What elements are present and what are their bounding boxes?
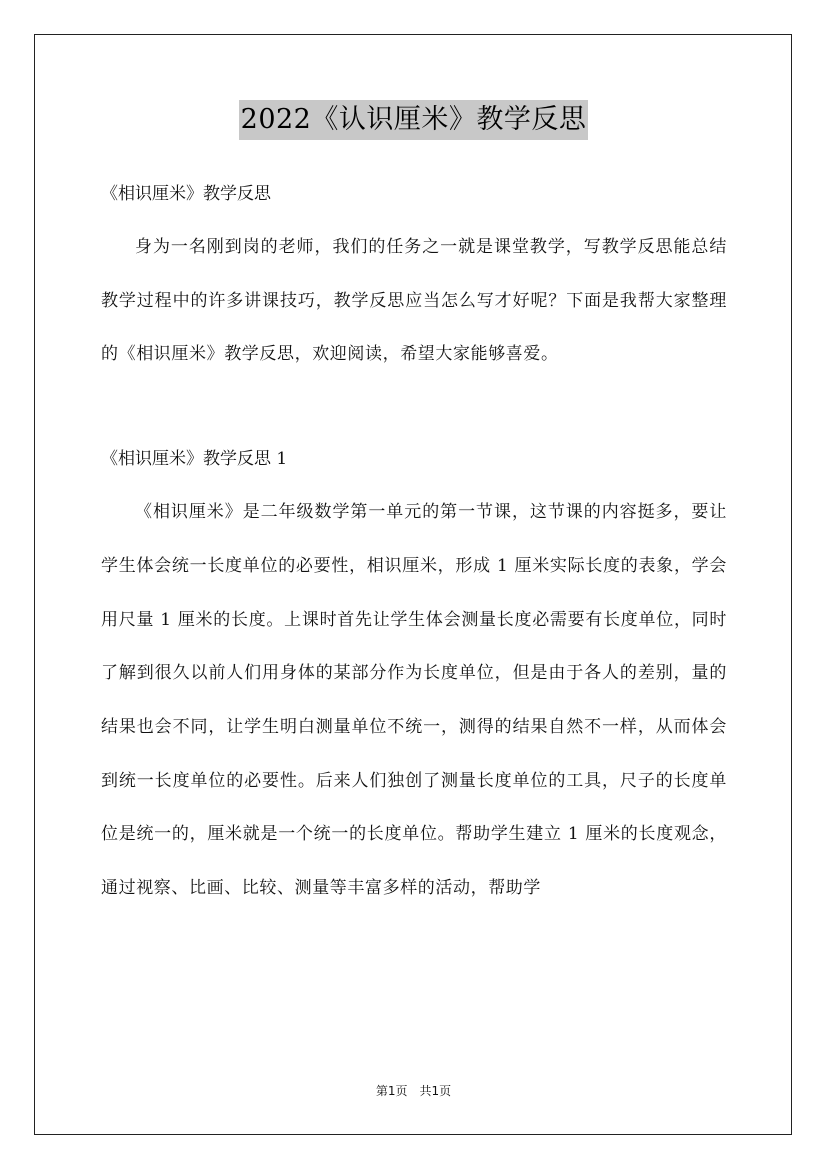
document-body [101,168,727,916]
section-spacer [101,382,727,433]
section1-heading: 《相识厘米》教学反思 1 [101,449,288,470]
intro-paragraph: 身为一名刚到岗的老师，我们的任务之一就是课堂教学，写教学反思能总结教学过程中的许多讲课技巧，教学反思应当怎么写才好呢？下面是我帮大家整理的《相识厘米》教学反思，欢迎阅读，希望大家能够喜爱。 [101,237,727,365]
intro-heading: 《相识厘米》教学反思 [101,184,271,204]
section1-paragraph: 《相识厘米》是二年级数学第一单元的第一节课，这节课的内容挺多，要让学生体会统一长度单位的必要性，相识厘米，形成 1 厘米实际长度的表象，学会用尺量 1 厘米的长度。上课时首先让学生体会测量长度必需要有长度单位，同时了解到很久以前人们用身体的某部分作为长度单位，但是由于各人的差别，量的结果也会不同，让学生明白测量单位不统一，测得的结果自然不一样，从而体会到统一长度单位的必要性。后来人们独创了测量长度单位的工具，尺子的长度单位是统一的，厘米就是一个统一的长度单位。帮助学生建立 1 厘米的长度观念，通过视察、比画、比较、测量等丰富多样的活动，帮助学 [101,502,727,899]
page-footer: 第1页 共1页 [375,1084,452,1098]
document-title: 2022《认识厘米》教学反思 [239,100,589,140]
title-container [0,100,827,140]
